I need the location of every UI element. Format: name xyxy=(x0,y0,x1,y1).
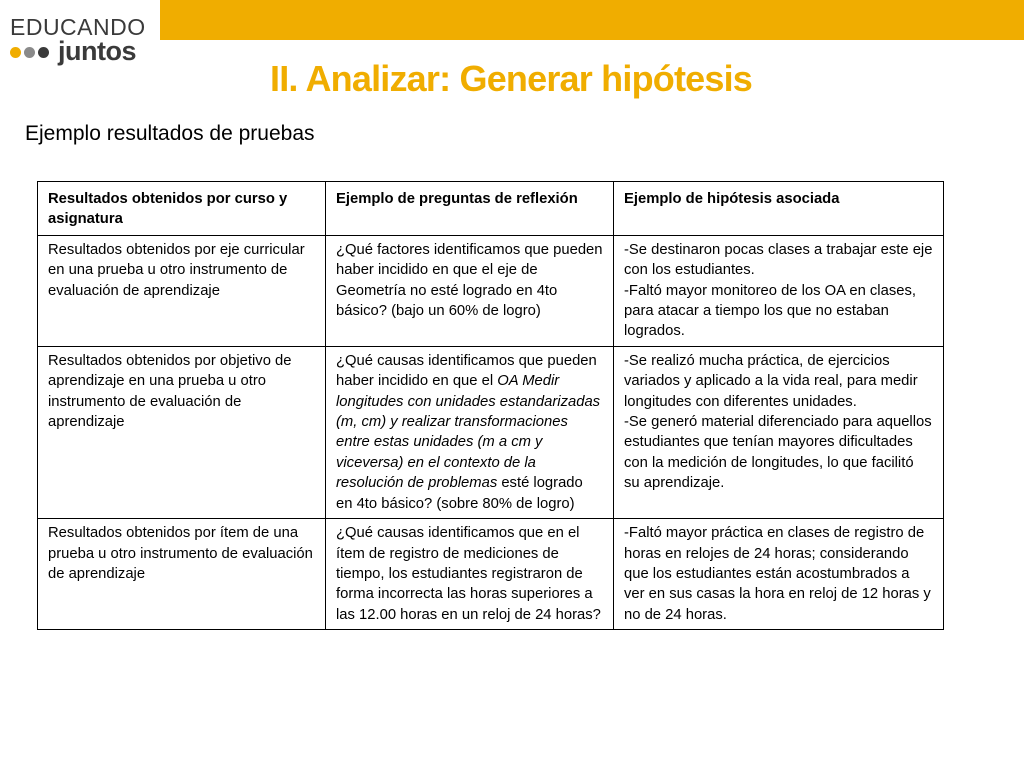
logo-dots-icon xyxy=(10,47,54,59)
logo-dot xyxy=(38,47,49,58)
educando-juntos-logo xyxy=(0,0,160,70)
table-cell-hypothesis xyxy=(614,235,944,346)
logo-text-juntos: juntos xyxy=(58,36,136,66)
results-table xyxy=(37,181,944,630)
question-text-end: esté logrado en 4to básico? (sobre 80% de logro) xyxy=(336,475,583,512)
logo-text-educando: EDUCANDO xyxy=(10,14,146,40)
hypothesis-line: -Faltó mayor monitoreo de los OA en clases, para atacar a tiempo los que no estaban logrados. xyxy=(624,282,916,340)
logo-dot xyxy=(10,47,21,58)
table-cell-result-type: Resultados obtenidos por eje curricular en una prueba u otro instrumento de evaluación de aprendizaje xyxy=(38,235,326,346)
question-text: ¿Qué causas identificamos que en el ítem de registro de mediciones de tiempo, los estudiantes registraron de forma incorrecta las horas superiores a las 12.00 horas en un reloj de 24 horas? xyxy=(336,525,601,623)
hypothesis-line: -Se realizó mucha práctica, de ejercicios variados y aplicado a la vida real, para medir longitudes con diferentes unidades. xyxy=(624,352,918,410)
hypothesis-line: -Faltó mayor práctica en clases de registro de horas en relojes de 24 horas; considerando que los estudiantes están acostumbrados a ver en sus casas la hora en reloj de 12 horas y no de 24 horas. xyxy=(624,525,931,623)
table-cell-hypothesis xyxy=(614,346,944,518)
table-header-row xyxy=(38,182,944,236)
question-objective-text: OA Medir longitudes con unidades estandarizadas (m, cm) y realizar transformaciones entre estas unidades (m a cm y viceversa) en el contexto de la resolución de problemas xyxy=(336,373,601,492)
hypothesis-line: -Se generó material diferenciado para aquellos estudiantes que tenían mayores dificultades con la medición de longitudes, lo que facilitó su aprendizaje. xyxy=(624,414,932,492)
table-row xyxy=(38,235,944,346)
table-row xyxy=(38,346,944,518)
table-cell-question xyxy=(326,519,614,630)
table-row xyxy=(38,519,944,630)
logo-dot xyxy=(24,47,35,58)
table-header-cell: Ejemplo de preguntas de reflexión xyxy=(326,182,614,236)
table-cell-result-type: Resultados obtenidos por ítem de una prueba u otro instrumento de evaluación de aprendizaje xyxy=(38,519,326,630)
table-cell-question xyxy=(326,346,614,518)
slide-title: II. Analizar: Generar hipótesis xyxy=(270,58,753,99)
question-text: ¿Qué causas identificamos que pueden haber incidido en que el xyxy=(336,352,597,390)
slide-subtitle: Ejemplo resultados de pruebas xyxy=(25,122,315,145)
table-header-cell: Resultados obtenidos por curso y asignatura xyxy=(38,182,326,236)
table-cell-question xyxy=(326,235,614,346)
question-text: ¿Qué factores identificamos que pueden haber incidido en que el eje de Geometría no esté logrado en 4to básico? (bajo un 60% de logro) xyxy=(336,241,603,320)
table-cell-hypothesis xyxy=(614,519,944,630)
table-cell-result-type: Resultados obtenidos por objetivo de aprendizaje en una prueba u otro instrumento de evaluación de aprendizaje xyxy=(38,346,326,518)
table-header-cell: Ejemplo de hipótesis asociada xyxy=(614,182,944,236)
hypothesis-line: -Se destinaron pocas clases a trabajar este eje con los estudiantes. xyxy=(624,241,933,279)
